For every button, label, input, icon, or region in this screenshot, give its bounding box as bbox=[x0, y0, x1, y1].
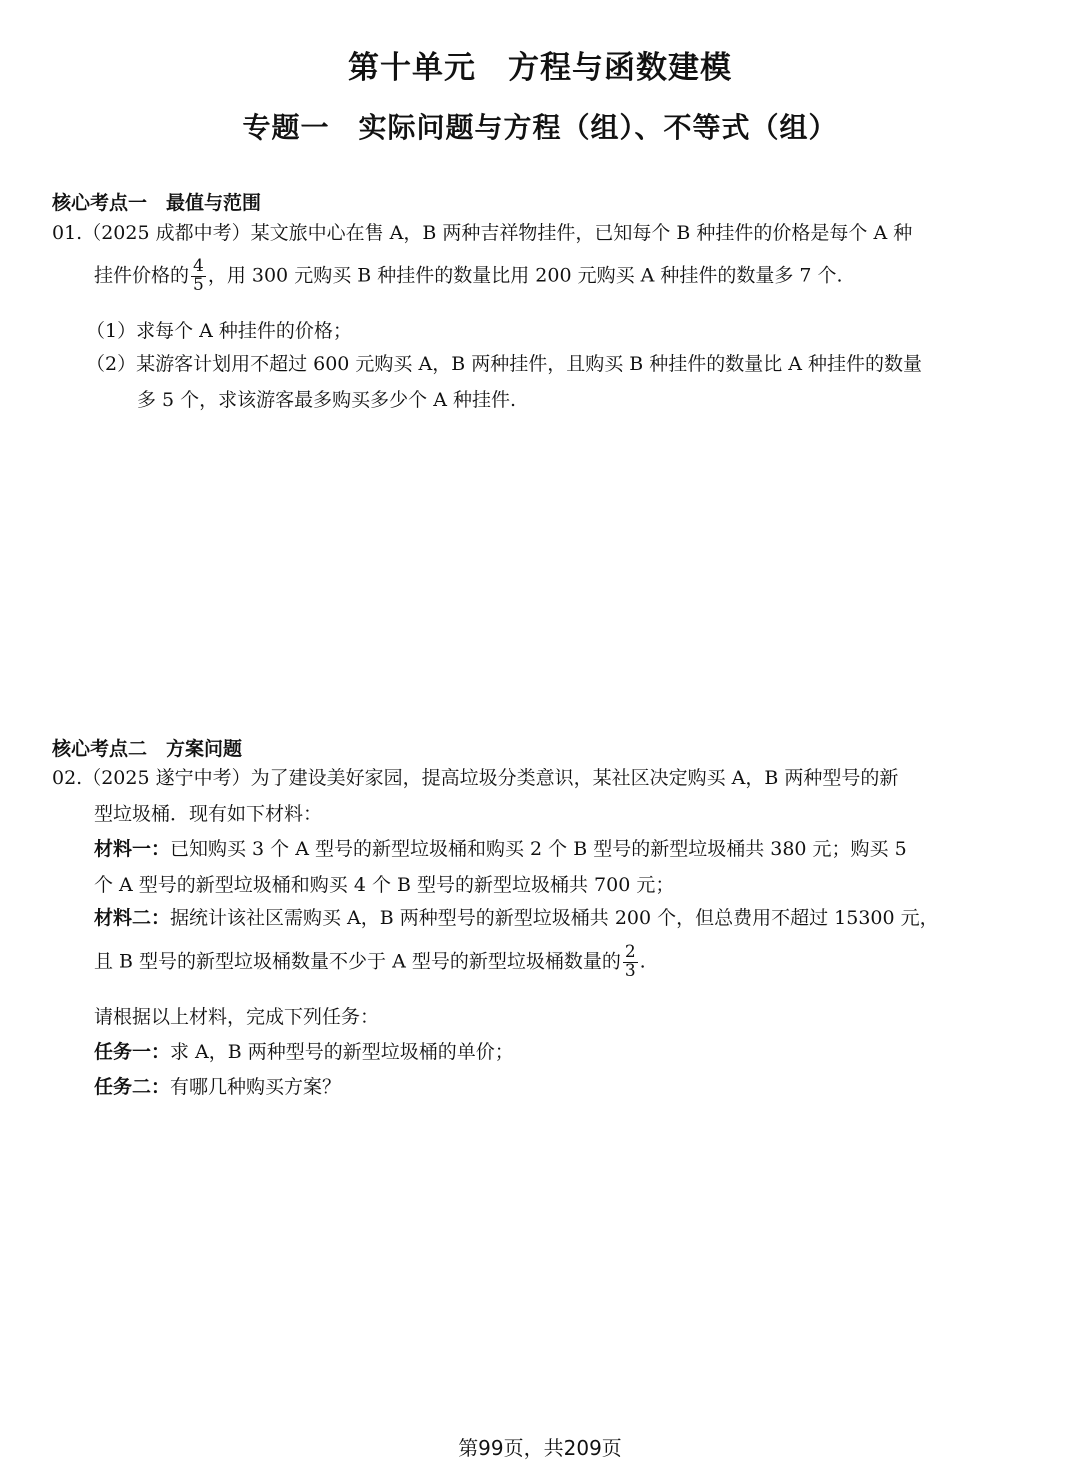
material2-line2-after: . bbox=[639, 950, 646, 973]
problem1-line1: 01.（2025 成都中考）某文旅中心在售 A，B 两种吉祥物挂件，已知每个 B 种挂件的价格是每个 A 种 bbox=[52, 222, 913, 244]
material2-line1 bbox=[94, 907, 939, 930]
problem1-line2 bbox=[94, 258, 843, 295]
material1-line1 bbox=[94, 838, 907, 861]
material1-label: 材料一： bbox=[94, 838, 171, 860]
section2-heading: 核心考点二 方案问题 bbox=[52, 738, 243, 760]
page-indicator: 第99页，共209页 bbox=[458, 1436, 622, 1460]
task2-label: 任务二： bbox=[94, 1076, 171, 1098]
material1-text: 已知购买 3 个 A 型号的新型垃圾桶和购买 2 个 B 型号的新型垃圾桶共 380 元；购买 5 bbox=[170, 838, 907, 860]
fraction-numerator: 4 bbox=[193, 256, 204, 276]
problem2-line1: 02.（2025 遂宁中考）为了建设美好家园，提高垃圾分类意识，某社区决定购买 A，B 两种型号的新 bbox=[52, 767, 899, 789]
problem2-line2: 型垃圾桶．现有如下材料： bbox=[94, 803, 323, 825]
material2-text: 据统计该社区需购买 A，B 两种型号的新型垃圾桶共 200 个，但总费用不超过 15300 元， bbox=[170, 907, 939, 929]
topic-title: 专题一 实际问题与方程（组）、不等式（组） bbox=[242, 111, 838, 144]
fraction-denominator: 3 bbox=[624, 960, 636, 981]
unit-title: 第十单元 方程与函数建模 bbox=[348, 50, 732, 86]
fraction-two-thirds bbox=[623, 944, 638, 981]
material2-line2 bbox=[94, 944, 646, 981]
problem1-question1: （1）求每个 A 种挂件的价格； bbox=[86, 320, 352, 342]
fraction-numerator: 2 bbox=[624, 942, 636, 962]
problem1-question2-line1: （2）某游客计划用不超过 600 元购买 A，B 两种挂件，且购买 B 种挂件的数量比 A 种挂件的数量 bbox=[86, 353, 923, 375]
task1-label: 任务一： bbox=[94, 1041, 171, 1063]
task1-line bbox=[94, 1041, 514, 1064]
problem1-question2-line2: 多 5 个，求该游客最多购买多少个 A 种挂件. bbox=[137, 389, 517, 411]
task2-line bbox=[94, 1076, 341, 1099]
fraction-denominator: 5 bbox=[193, 274, 204, 295]
section1-heading: 核心考点一 最值与范围 bbox=[52, 192, 262, 214]
material1-line2: 个 A 型号的新型垃圾桶和购买 4 个 B 型号的新型垃圾桶共 700 元； bbox=[94, 874, 675, 896]
task1-text: 求 A，B 两种型号的新型垃圾桶的单价； bbox=[170, 1041, 514, 1063]
material2-label: 材料二： bbox=[94, 907, 171, 929]
task2-text: 有哪几种购买方案？ bbox=[170, 1076, 342, 1098]
fraction-four-fifths bbox=[191, 258, 206, 295]
problem1-line2-before: 挂件价格的 bbox=[94, 264, 190, 287]
instruction-text: 请根据以上材料，完成下列任务： bbox=[94, 1006, 380, 1028]
material2-line2-before: 且 B 型号的新型垃圾桶数量不少于 A 型号的新型垃圾桶数量的 bbox=[94, 950, 621, 973]
problem1-line2-after: ，用 300 元购买 B 种挂件的数量比用 200 元购买 A 种挂件的数量多 7 个. bbox=[207, 264, 843, 287]
